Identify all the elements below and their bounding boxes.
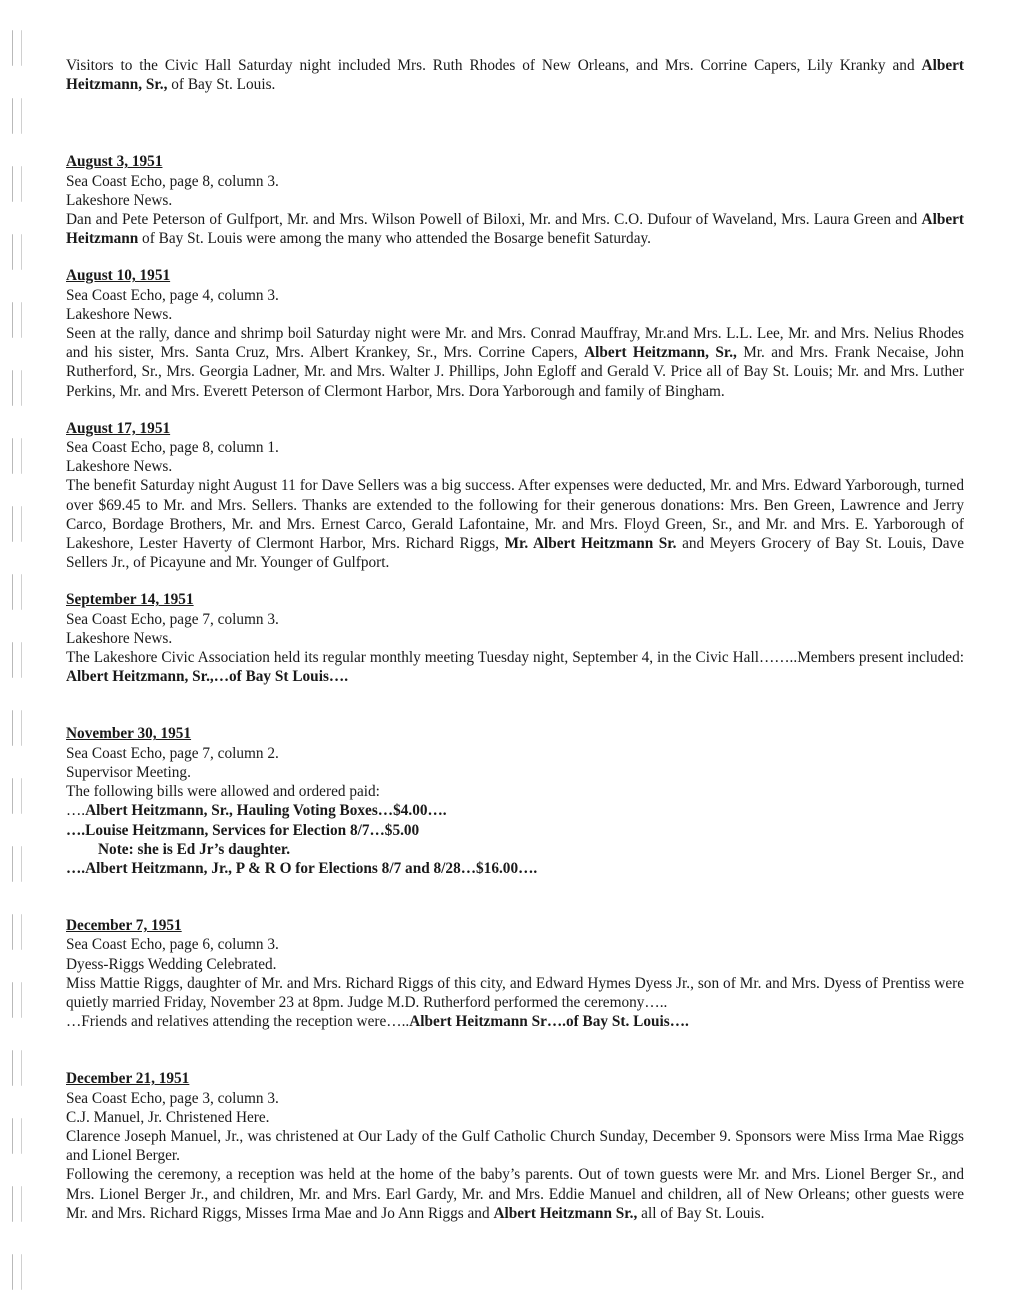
entry-december-21 <box>66 1069 964 1223</box>
entry-source: Sea Coast Echo, page 8, column 1. <box>66 439 279 457</box>
binder-hole <box>12 438 22 474</box>
entry-body: The benefit Saturday night August 11 for Dave Sellers was a big success. After expenses were deducted, Mr. and Mrs. Edward Yarborough, turned over $69.45 to Mr. and Mrs. Sellers. Thanks are extended to the following for their generous donations: Mrs. Ben Green, Lawrence and Jerry Carco, Bordage Brothers, Mr. and Mrs. Ernest Carco, Gerald Lafontaine, Mr. and Mrs. Floyd Green, Sr., and Mr. and Mrs. E. Yarborough of Lakeshore, Lester Haverty of Clermont Harbor, Mrs. Richard Riggs, Mr. Albert Heitzmann Sr. and Meyers Grocery of Bay St. Louis, Dave Sellers Jr., of Picayune and Mr. Younger of Gulfport. <box>66 477 964 572</box>
binder-hole <box>12 914 22 950</box>
entry-date: December 21, 1951 <box>66 1070 190 1088</box>
entry-date: December 7, 1951 <box>66 917 182 935</box>
entry-heading: Lakeshore News. <box>66 191 173 209</box>
entry-heading: Lakeshore News. <box>66 629 173 647</box>
binder-hole <box>12 1186 22 1222</box>
entry-date: August 17, 1951 <box>66 419 171 437</box>
entry-body: The following bills were allowed and ordered paid: <box>66 783 380 801</box>
entry-heading: Supervisor Meeting. <box>66 763 191 781</box>
binder-hole <box>12 1118 22 1154</box>
entry-august-3 <box>66 152 964 248</box>
entry-date: November 30, 1951 <box>66 725 192 743</box>
binder-hole <box>12 982 22 1018</box>
intro-paragraph: Visitors to the Civic Hall Saturday night included Mrs. Ruth Rhodes of New Orleans, and Mrs. Corrine Capers, Lily Kranky and Albert Heitzmann, Sr., of Bay St. Louis. <box>66 57 964 94</box>
entry-body: Clarence Joseph Manuel, Jr., was christened at Our Lady of the Gulf Catholic Church Sunday, December 9. Sponsors were Miss Irma Mae Riggs and Lionel Berger. <box>66 1127 964 1165</box>
bill-note: Note: she is Ed Jr’s daughter. <box>98 840 291 858</box>
entry-source: Sea Coast Echo, page 6, column 3. <box>66 936 279 954</box>
binder-hole <box>12 642 22 678</box>
entry-source: Sea Coast Echo, page 7, column 2. <box>66 744 279 762</box>
bill-line: ….Louise Heitzmann, Services for Election 8/7…$5.00 <box>66 821 420 839</box>
binder-hole <box>12 166 22 202</box>
bill-line: ….Albert Heitzmann, Jr., P & R O for Elections 8/7 and 8/28…$16.00…. <box>66 859 538 877</box>
entry-body-continued: Following the ceremony, a reception was held at the home of the baby’s parents. Out of town guests were Mr. and Mrs. Lionel Berger Sr., and Mrs. Lionel Berger Jr., and children, Mr. and Mrs. Earl Gardy, Mr. and Mrs. Eddie Manuel and children, all of New Orleans; other guests were Mr. and Mrs. Richard Riggs, Misses Irma Mae and Jo Ann Riggs and Albert Heitzmann Sr., all of Bay St. Louis. <box>66 1166 964 1222</box>
entry-source: Sea Coast Echo, page 4, column 3. <box>66 286 279 304</box>
entry-source: Sea Coast Echo, page 8, column 3. <box>66 172 279 190</box>
binder-hole <box>12 506 22 542</box>
entry-november-30 <box>66 724 964 878</box>
entry-body: Dan and Pete Peterson of Gulfport, Mr. and Mrs. Wilson Powell of Biloxi, Mr. and Mrs. C.O. Dufour of Waveland, Mrs. Laura Green and Albert Heitzmann of Bay St. Louis were among the many who attended the Bosarge benefit Saturday. <box>66 211 964 248</box>
entry-august-17 <box>66 419 964 573</box>
entry-heading: Lakeshore News. <box>66 305 173 323</box>
binder-holes <box>8 30 28 1290</box>
binder-hole <box>12 98 22 134</box>
binder-hole <box>12 778 22 814</box>
entry-source: Sea Coast Echo, page 7, column 3. <box>66 610 279 628</box>
entry-source: Sea Coast Echo, page 3, column 3. <box>66 1089 279 1107</box>
entry-date: August 10, 1951 <box>66 267 171 285</box>
entry-body-continued: …Friends and relatives attending the reception were…..Albert Heitzmann Sr….of Bay St. Louis…. <box>66 1013 689 1031</box>
entry-date: August 3, 1951 <box>66 153 163 171</box>
entry-body: Seen at the rally, dance and shrimp boil Saturday night were Mr. and Mrs. Conrad Mauffray, Mr.and Mrs. L.L. Lee, Mr. and Mrs. Nelius Rhodes and his sister, Mrs. Santa Cruz, Mrs. Albert Krankey, Sr., Mrs. Corrine Capers, Albert Heitzmann, Sr., Mr. and Mrs. Frank Necaise, John Rutherford, Sr., Mrs. Georgia Ladner, Mr. and Mrs. Walter J. Phillips, John Egloff and Gerald V. Price all of Bay St. Louis; Mr. and Mrs. Luther Perkins, Mr. and Mrs. Everett Peterson of Clermont Harbor, Mrs. Dora Yarborough and family of Bingham. <box>66 325 964 400</box>
entry-body: The Lakeshore Civic Association held its regular monthly meeting Tuesday night, September 4, in the Civic Hall……..Members present included: Albert Heitzmann, Sr.,…of Bay St Louis…. <box>66 649 964 686</box>
entry-heading: Dyess-Riggs Wedding Celebrated. <box>66 955 277 973</box>
binder-hole <box>12 30 22 66</box>
binder-hole <box>12 574 22 610</box>
document-page <box>66 56 964 1241</box>
binder-hole <box>12 234 22 270</box>
binder-hole <box>12 1050 22 1086</box>
binder-hole <box>12 846 22 882</box>
entry-september-14 <box>66 590 964 686</box>
binder-hole <box>12 710 22 746</box>
binder-hole <box>12 370 22 406</box>
entry-date: September 14, 1951 <box>66 591 194 609</box>
entry-heading: C.J. Manuel, Jr. Christened Here. <box>66 1108 270 1126</box>
entry-heading: Lakeshore News. <box>66 458 173 476</box>
entry-december-7 <box>66 916 964 1031</box>
entry-august-10 <box>66 266 964 400</box>
bill-line: ….Albert Heitzmann, Sr., Hauling Voting Boxes…$4.00…. <box>66 802 447 820</box>
binder-hole <box>12 302 22 338</box>
entry-body: Miss Mattie Riggs, daughter of Mr. and Mrs. Richard Riggs of this city, and Edward Hymes Dyess Jr., son of Mr. and Mrs. Dyess of Prentiss were quietly married Friday, November 23 at 8pm. Judge M.D. Rutherford performed the ceremony….. <box>66 974 964 1011</box>
binder-hole <box>12 1254 22 1290</box>
